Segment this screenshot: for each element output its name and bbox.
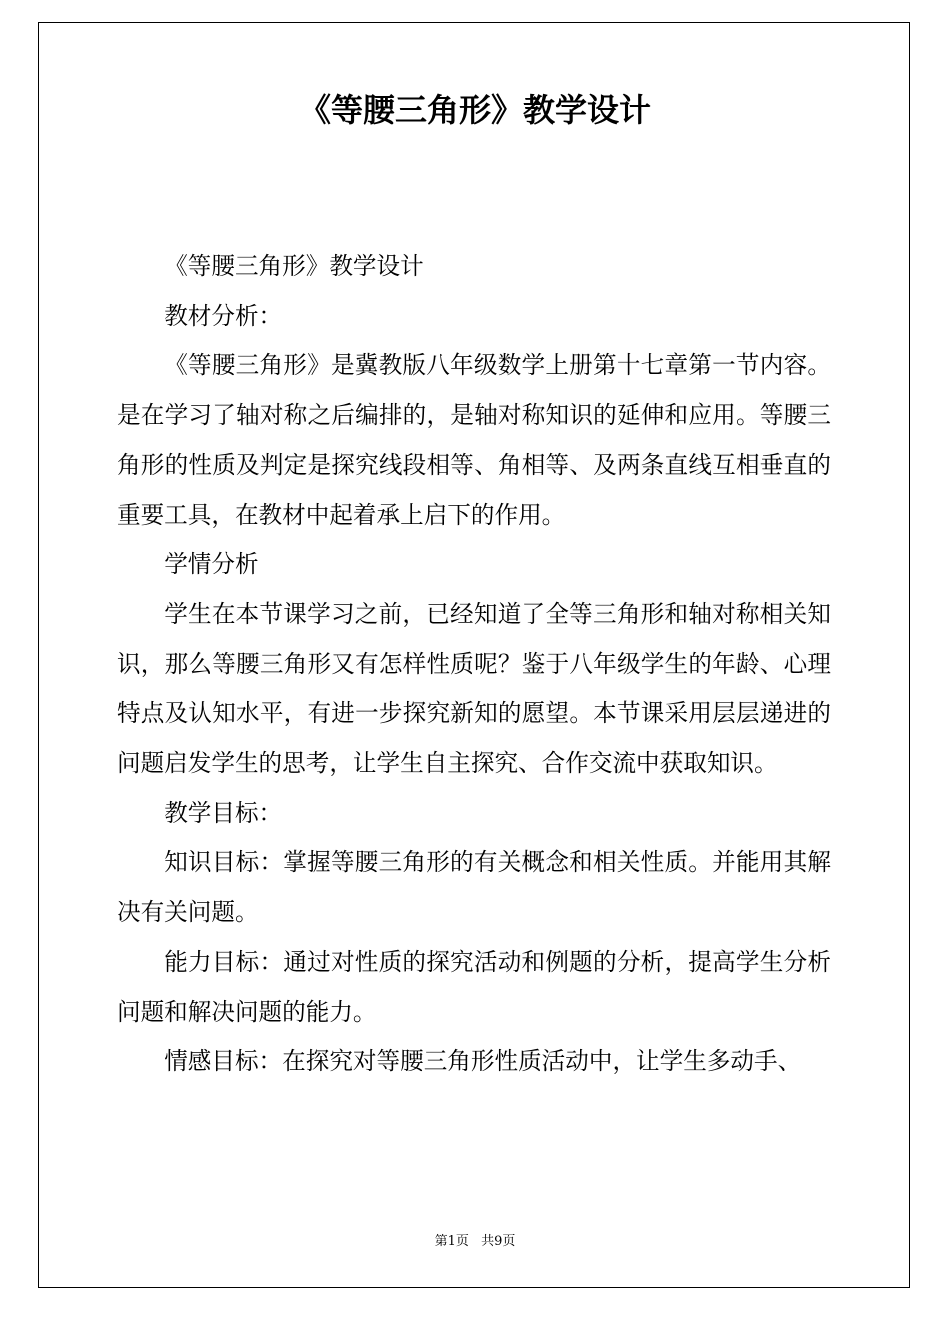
- paragraph-textbook-analysis-heading: 教材分析：: [164, 301, 283, 330]
- page-number-total: 共9页: [481, 1234, 516, 1249]
- paragraph-subtitle: 《等腰三角形》教学设计: [164, 252, 424, 280]
- page-footer: [0, 1232, 950, 1252]
- paragraph-student-analysis: 学生在本节课学习之前，已经知道了全等三角形和轴对称相关知识，那么等腰三角形又有怎样性质呢？鉴于八年级学生的年龄、心理特点及认知水平，有进一步探究新知的愿望。本节课采用层层递进的问题启发学生的思考，让学生自主探究、合作交流中获取知识。: [117, 599, 831, 778]
- paragraph-teaching-goals-heading: 教学目标：: [164, 798, 283, 827]
- paragraph-student-analysis-heading: 学情分析: [164, 550, 259, 579]
- paragraph-textbook-analysis: 《等腰三角形》是冀教版八年级数学上册第十七章第一节内容。是在学习了轴对称之后编排的，是轴对称知识的延伸和应用。等腰三角形的性质及判定是探究线段相等、角相等、及两条直线互相垂直的重要工具，在教材中起着承上启下的作用。: [117, 351, 831, 529]
- document-title: 《等腰三角形》教学设计: [298, 91, 651, 129]
- page-number-current: 第1页: [434, 1234, 469, 1249]
- paragraph-knowledge-goal: 知识目标：掌握等腰三角形的有关概念和相关性质。并能用其解决有关问题。: [117, 848, 831, 927]
- paragraph-emotion-goal: 情感目标：在探究对等腰三角形性质活动中，让学生多动手、: [164, 1047, 802, 1076]
- document-body: [117, 242, 831, 1087]
- paragraph-ability-goal: 能力目标：通过对性质的探究活动和例题的分析，提高学生分析问题和解决问题的能力。: [117, 947, 831, 1026]
